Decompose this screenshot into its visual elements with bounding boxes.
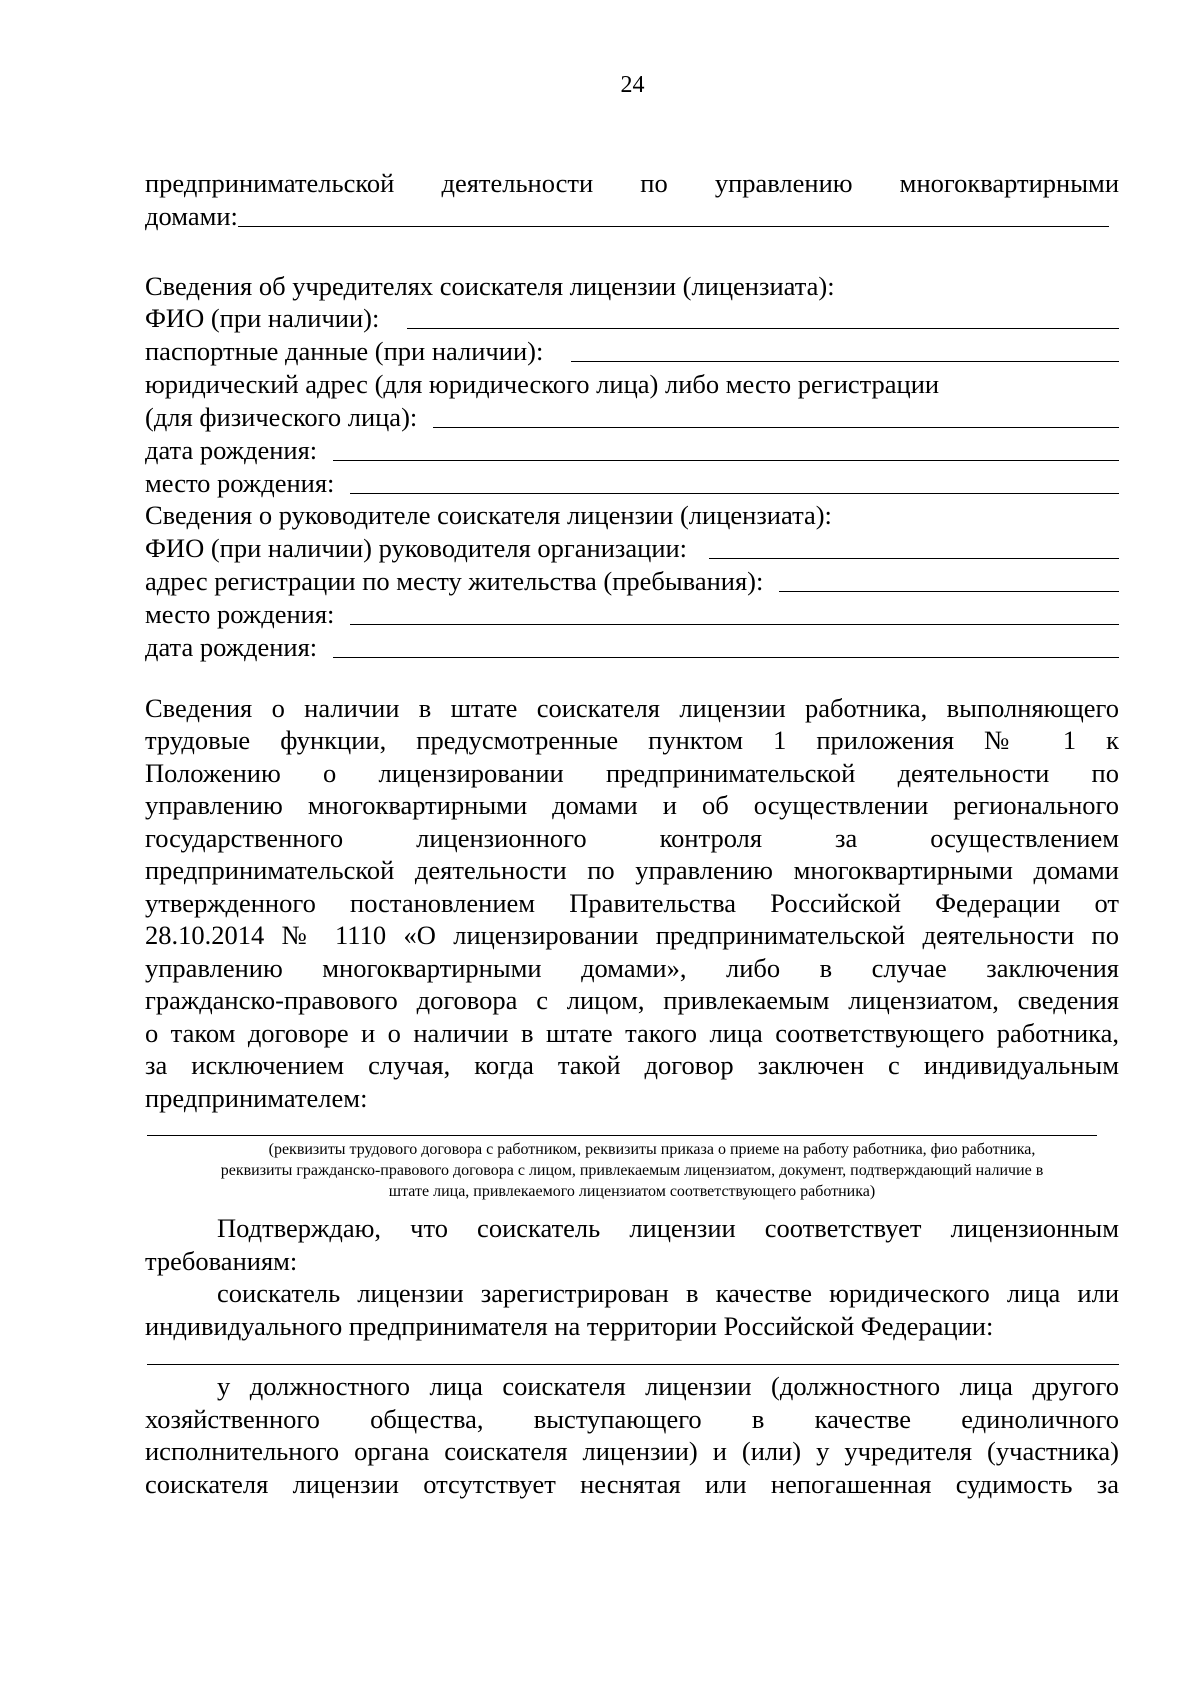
head-address-field[interactable] xyxy=(145,565,1119,598)
fill-line xyxy=(407,328,1119,329)
fill-line xyxy=(333,657,1119,658)
paragraph-line: управлению многоквартирными домами и об осуществлении регионального xyxy=(145,790,1119,820)
paragraph-line: утвержденного постановлением Правительства Российской Федерации от xyxy=(145,888,1119,918)
field-label: домами: xyxy=(145,201,238,231)
head-birth-date-field[interactable] xyxy=(145,631,1119,664)
paragraph-line: у должностного лица соискателя лицензии (должностного лица другого xyxy=(217,1371,1119,1401)
paragraph-line: гражданско-правового договора с лицом, привлекаемым лицензиатом, сведения xyxy=(145,985,1119,1015)
registration-fill-line[interactable] xyxy=(147,1364,1119,1365)
field-label: ФИО (при наличии): xyxy=(145,303,380,333)
staff-fill-line[interactable] xyxy=(147,1135,1097,1136)
head-birth-place-field[interactable] xyxy=(145,598,1119,631)
paragraph-line: индивидуального предпринимателя на территории Российской Федерации: xyxy=(145,1311,994,1341)
text-line: предпринимательской деятельности по управлению многоквартирными xyxy=(145,168,1119,198)
fill-line xyxy=(709,558,1119,559)
domains-field[interactable] xyxy=(145,200,1119,233)
paragraph-line: управлению многоквартирными домами», либо в случае заключения xyxy=(145,953,1119,983)
paragraph-line: хозяйственного общества, выступающего в качестве единоличного xyxy=(145,1404,1119,1434)
paragraph-line: предпринимателем: xyxy=(145,1083,368,1113)
fill-line xyxy=(571,361,1119,362)
field-label: адрес регистрации по месту жительства (пребывания): xyxy=(145,566,764,596)
field-label: паспортные данные (при наличии): xyxy=(145,336,544,366)
founder-passport-field[interactable] xyxy=(145,335,1119,368)
paragraph-line: требованиям: xyxy=(145,1246,298,1276)
section-heading-head: Сведения о руководителе соискателя лицензии (лицензиата): xyxy=(145,500,832,530)
fill-line xyxy=(333,460,1119,461)
fill-line xyxy=(238,226,1109,227)
paragraph-line: исполнительного органа соискателя лицензии) и (или) у учредителя (участника) xyxy=(145,1436,1119,1466)
founder-birth-place-field[interactable] xyxy=(145,467,1119,500)
section-heading-founders: Сведения об учредителях соискателя лицензии (лицензиата): xyxy=(145,271,835,301)
paragraph-line: соискатель лицензии зарегистрирован в качестве юридического лица или xyxy=(217,1278,1119,1308)
paragraph-line: предпринимательской деятельности по управлению многоквартирными домами xyxy=(145,855,1119,885)
fill-line xyxy=(779,591,1119,592)
page-number: 24 xyxy=(620,72,645,98)
paragraph-line: Подтверждаю, что соискатель лицензии соответствует лицензионным xyxy=(217,1213,1119,1243)
fill-line xyxy=(350,493,1119,494)
paragraph-line: государственного лицензионного контроля за осуществлением xyxy=(145,823,1119,853)
field-label: место рождения: xyxy=(145,468,335,498)
paragraph-line: 28.10.2014 № 1110 «О лицензировании предпринимательской деятельности по xyxy=(145,920,1119,950)
fill-line xyxy=(350,624,1119,625)
field-label: дата рождения: xyxy=(145,632,318,662)
founder-birth-date-field[interactable] xyxy=(145,434,1119,467)
footnote-line: реквизиты гражданско-правового договора с лицом, привлекаемым лицензиатом, документ, подтверждающий наличие в xyxy=(220,1162,1044,1179)
paragraph-line: Сведения о наличии в штате соискателя лицензии работника, выполняющего xyxy=(145,693,1119,723)
field-label: (для физического лица): xyxy=(145,402,418,432)
paragraph-line: Положению о лицензировании предпринимательской деятельности по xyxy=(145,758,1119,788)
footnote-line: штате лица, привлекаемого лицензиатом соответствующего работника) xyxy=(388,1183,876,1200)
field-label: место рождения: xyxy=(145,599,335,629)
founder-fio-field[interactable] xyxy=(145,302,1119,335)
footnote-line: (реквизиты трудового договора с работником, реквизиты приказа о приеме на работу работника, фио работника, xyxy=(268,1141,1036,1158)
paragraph-line: трудовые функции, предусмотренные пунктом 1 приложения № 1 к xyxy=(145,725,1119,755)
founder-address-field[interactable] xyxy=(145,401,1119,434)
head-fio-field[interactable] xyxy=(145,532,1119,565)
paragraph-line: соискателя лицензии отсутствует неснятая или непогашенная судимость за xyxy=(145,1469,1119,1499)
paragraph-line: о таком договоре и о наличии в штате такого лица соответствующего работника, xyxy=(145,1018,1119,1048)
paragraph-line: за исключением случая, когда такой договор заключен с индивидуальным xyxy=(145,1050,1119,1080)
field-label: ФИО (при наличии) руководителя организации: xyxy=(145,533,688,563)
text-line: юридический адрес (для юридического лица) либо место регистрации xyxy=(145,369,940,399)
fill-line xyxy=(433,427,1119,428)
field-label: дата рождения: xyxy=(145,435,318,465)
